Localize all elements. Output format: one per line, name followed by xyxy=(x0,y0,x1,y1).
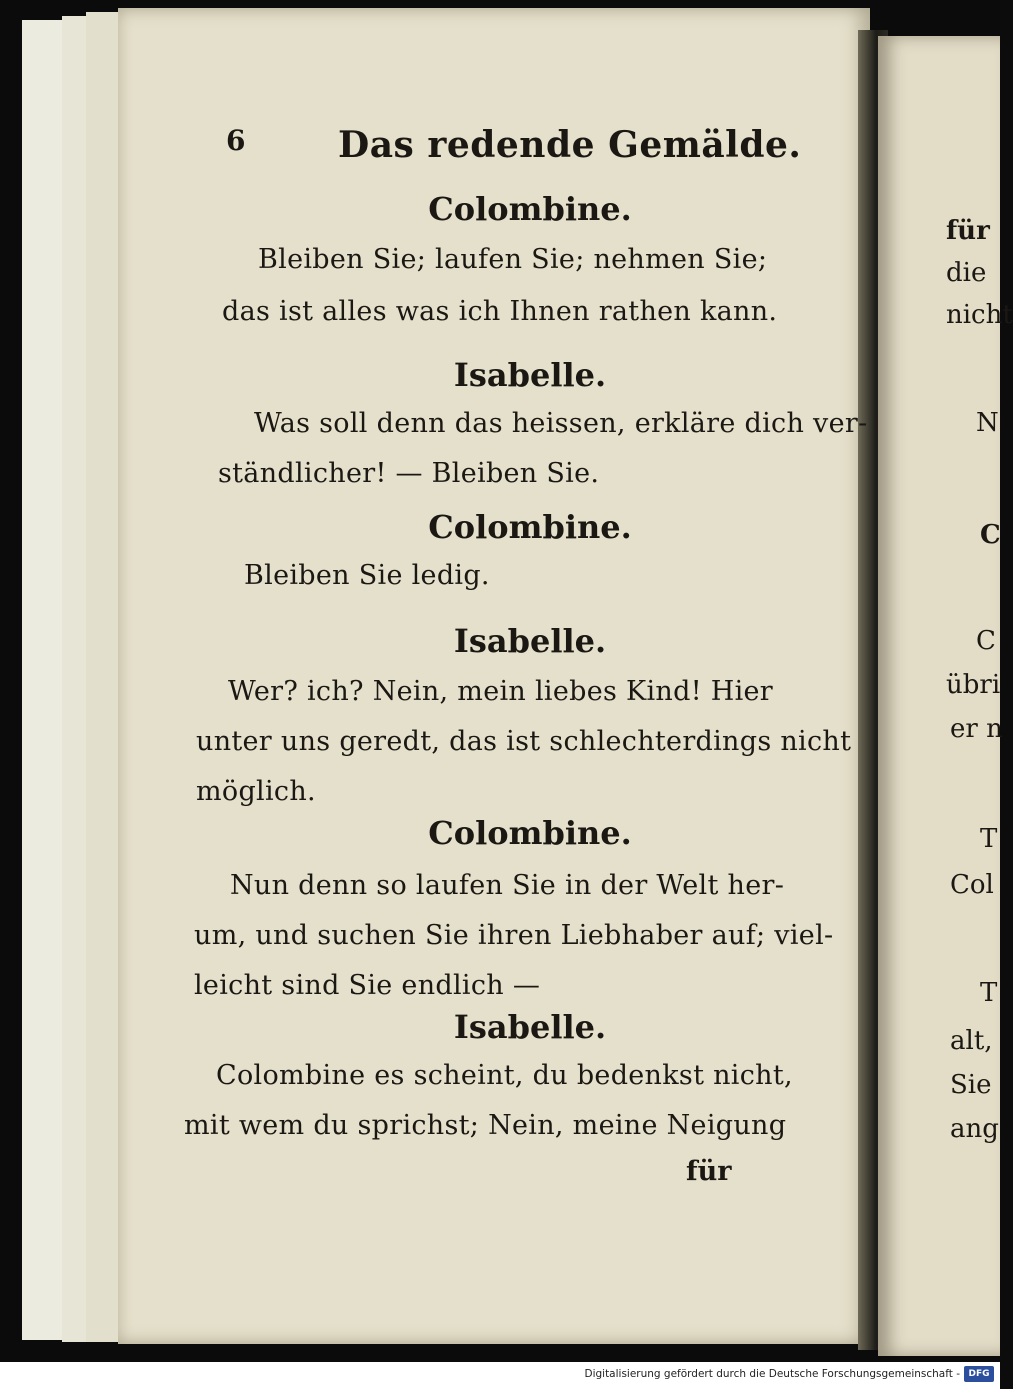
text-line: das ist alles was ich Ihnen rathen kann. xyxy=(222,296,778,327)
text-line: ständlicher! — Bleiben Sie. xyxy=(218,458,600,489)
text-line: Bleiben Sie; laufen Sie; nehmen Sie; xyxy=(258,244,768,275)
text-line: Nun denn so laufen Sie in der Welt her- xyxy=(230,870,785,901)
right-page-fragment: ang xyxy=(950,1114,999,1144)
running-head: Das redende Gemälde. xyxy=(338,124,802,166)
text-line: Was soll denn das heissen, erkläre dich ver- xyxy=(254,408,868,439)
right-page-fragment: für xyxy=(946,216,990,246)
text-line: Wer? ich? Nein, mein liebes Kind! Hier xyxy=(228,676,774,707)
right-page-fragment: T xyxy=(980,978,998,1008)
right-page-fragment: er n xyxy=(950,714,1003,744)
catchword: für xyxy=(686,1156,732,1187)
right-page-fragment: alt, xyxy=(950,1026,993,1056)
dfg-logo: DFG xyxy=(964,1366,994,1382)
text-line: Colombine es scheint, du bedenkst nicht, xyxy=(216,1060,793,1091)
right-page-fragment: N xyxy=(976,408,999,438)
speaker-name: Isabelle. xyxy=(453,1008,607,1046)
footer-bar xyxy=(0,1362,1000,1389)
text-line: möglich. xyxy=(196,776,316,807)
text-line: Bleiben Sie ledig. xyxy=(244,560,490,591)
text-line: leicht sind Sie endlich — xyxy=(194,970,541,1001)
text-line: um, und suchen Sie ihren Liebhaber auf; viel- xyxy=(194,920,834,951)
digitization-credit: Digitalisierung gefördert durch die Deutsche Forschungsgemeinschaft - xyxy=(584,1368,960,1380)
speaker-name: Colombine. xyxy=(428,814,632,852)
right-page-fragment: T xyxy=(980,824,998,854)
right-page-fragment: Col xyxy=(950,870,994,900)
page-number: 6 xyxy=(226,124,246,157)
right-page-fragment: übri xyxy=(946,670,1001,700)
text-line: mit wem du sprichst; Nein, meine Neigung xyxy=(184,1110,787,1141)
text-line: unter uns geredt, das ist schlechterdings nicht xyxy=(196,726,852,757)
right-page-fragment: C xyxy=(976,626,996,656)
speaker-name: Colombine. xyxy=(428,190,632,228)
speaker-name: Isabelle. xyxy=(453,356,607,394)
speaker-name: Colombine. xyxy=(428,508,632,546)
right-page-fragment: Sie xyxy=(950,1070,992,1100)
right-page-fragment: die xyxy=(946,258,987,288)
right-page-fragment: nicht xyxy=(946,300,1013,330)
speaker-name: Isabelle. xyxy=(453,622,607,660)
right-page-fragment: C xyxy=(980,520,1001,550)
